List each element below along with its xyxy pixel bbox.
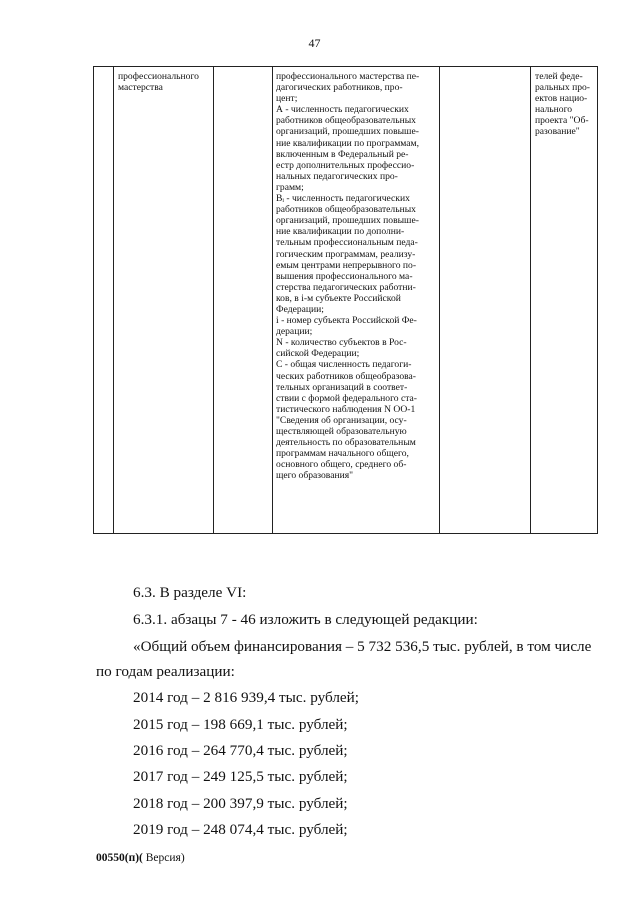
column-divider	[272, 66, 273, 534]
column-divider	[213, 66, 214, 534]
cell-line: разование"	[535, 126, 580, 138]
column-divider	[93, 66, 94, 534]
cell-line: мастерства	[118, 82, 163, 94]
cell-line: нального	[535, 104, 573, 116]
funding-year-line: 2018 год – 200 397,9 тыс. рублей;	[133, 795, 348, 812]
document-code: 00550(п)(	[96, 852, 143, 864]
cell-line: естр дополнительных профессио-	[276, 159, 415, 171]
section-heading: 6.3. В разделе VI:	[133, 584, 247, 601]
cell-line: вышения профессионального ма-	[276, 270, 413, 282]
column-divider	[113, 66, 114, 534]
cell-line: организаций, прошедших повыше-	[276, 215, 419, 227]
cell-line: основного общего, среднего об-	[276, 459, 407, 471]
cell-line: ектов нацио-	[535, 93, 588, 105]
cell-line: Федерации;	[276, 303, 324, 315]
quote-line: «Общий объем финансирования – 5 732 536,5 тыс. рублей, в том числе	[133, 638, 592, 655]
table-top-border	[93, 66, 598, 67]
cell-line: цент;	[276, 93, 298, 105]
cell-line: C - общая численность педагоги-	[276, 359, 412, 371]
cell-line: работников общеобразовательных	[276, 115, 416, 127]
funding-year-line: 2014 год – 2 816 939,4 тыс. рублей;	[133, 689, 360, 706]
cell-line: стерства педагогических работни-	[276, 281, 416, 293]
cell-line: гогическим программам, реализу-	[276, 248, 416, 260]
cell-line: профессионального	[118, 71, 199, 82]
cell-line: щего образования"	[276, 470, 354, 482]
table-bottom-border	[93, 533, 598, 534]
cell-line: тистического наблюдения N ОО-1	[276, 403, 416, 415]
cell-line: N - количество субъектов в Рос-	[276, 337, 407, 349]
document-footer	[96, 852, 185, 864]
quote-line: по годам реализации:	[96, 663, 235, 680]
column-divider	[530, 66, 531, 534]
cell-line: деятельность по образовательным	[276, 437, 416, 449]
cell-line: программам начального общего,	[276, 448, 409, 460]
cell-line: работников общеобразовательных	[276, 204, 416, 216]
cell-line: ществляющей образовательную	[276, 426, 407, 437]
page-number: 47	[308, 36, 321, 50]
cell-line: телей феде-	[535, 71, 583, 82]
cell-line: включенным в Федеральный ре-	[276, 148, 409, 160]
version-label: Версия)	[142, 852, 185, 864]
cell-line: дерации;	[276, 326, 313, 338]
column-divider	[597, 66, 598, 534]
cell-line: ков, в i-м субъекте Российской	[276, 292, 401, 304]
cell-line: емым центрами непрерывного по-	[276, 259, 417, 271]
funding-year-line: 2017 год – 249 125,5 тыс. рублей;	[133, 768, 348, 785]
subsection-heading: 6.3.1. абзацы 7 - 46 изложить в следующей редакции:	[133, 611, 478, 628]
cell-line: проекта "Об-	[535, 115, 589, 127]
source-cell	[535, 71, 590, 138]
cell-line: ствии с формой федерального ста-	[276, 392, 418, 404]
funding-year-line: 2016 год – 264 770,4 тыс. рублей;	[133, 742, 348, 759]
cell-line: А - численность педагогических	[276, 104, 409, 116]
cell-line: дагогических работников, про-	[276, 82, 403, 94]
cell-line: ние квалификации по дополни-	[276, 226, 405, 238]
cell-line: i - номер субъекта Российской Фе-	[276, 315, 417, 327]
cell-line: организаций, прошедших повыше-	[276, 126, 419, 138]
cell-line: ческих работников общеобразова-	[276, 370, 416, 382]
cell-line: Bᵢ - численность педагогических	[276, 193, 410, 205]
cell-line: "Сведения об организации, осу-	[276, 414, 407, 426]
cell-line: тельным профессиональным педа-	[276, 237, 418, 249]
cell-line: нальных педагогических про-	[276, 170, 398, 182]
indicator-name-cell	[118, 71, 199, 93]
cell-line: сийской Федерации;	[276, 348, 360, 360]
methodology-cell	[276, 71, 419, 481]
cell-line: тельных организаций в соответ-	[276, 381, 408, 393]
funding-year-line: 2015 год – 198 669,1 тыс. рублей;	[133, 716, 348, 733]
funding-year-line: 2019 год – 248 074,4 тыс. рублей;	[133, 821, 348, 838]
cell-line: ральных про-	[535, 82, 591, 94]
indicator-table	[93, 66, 598, 534]
cell-line: ние квалификации по программам,	[276, 137, 420, 149]
cell-line: грамм;	[276, 181, 304, 193]
cell-line: профессионального мастерства пе-	[276, 71, 420, 82]
column-divider	[439, 66, 440, 534]
